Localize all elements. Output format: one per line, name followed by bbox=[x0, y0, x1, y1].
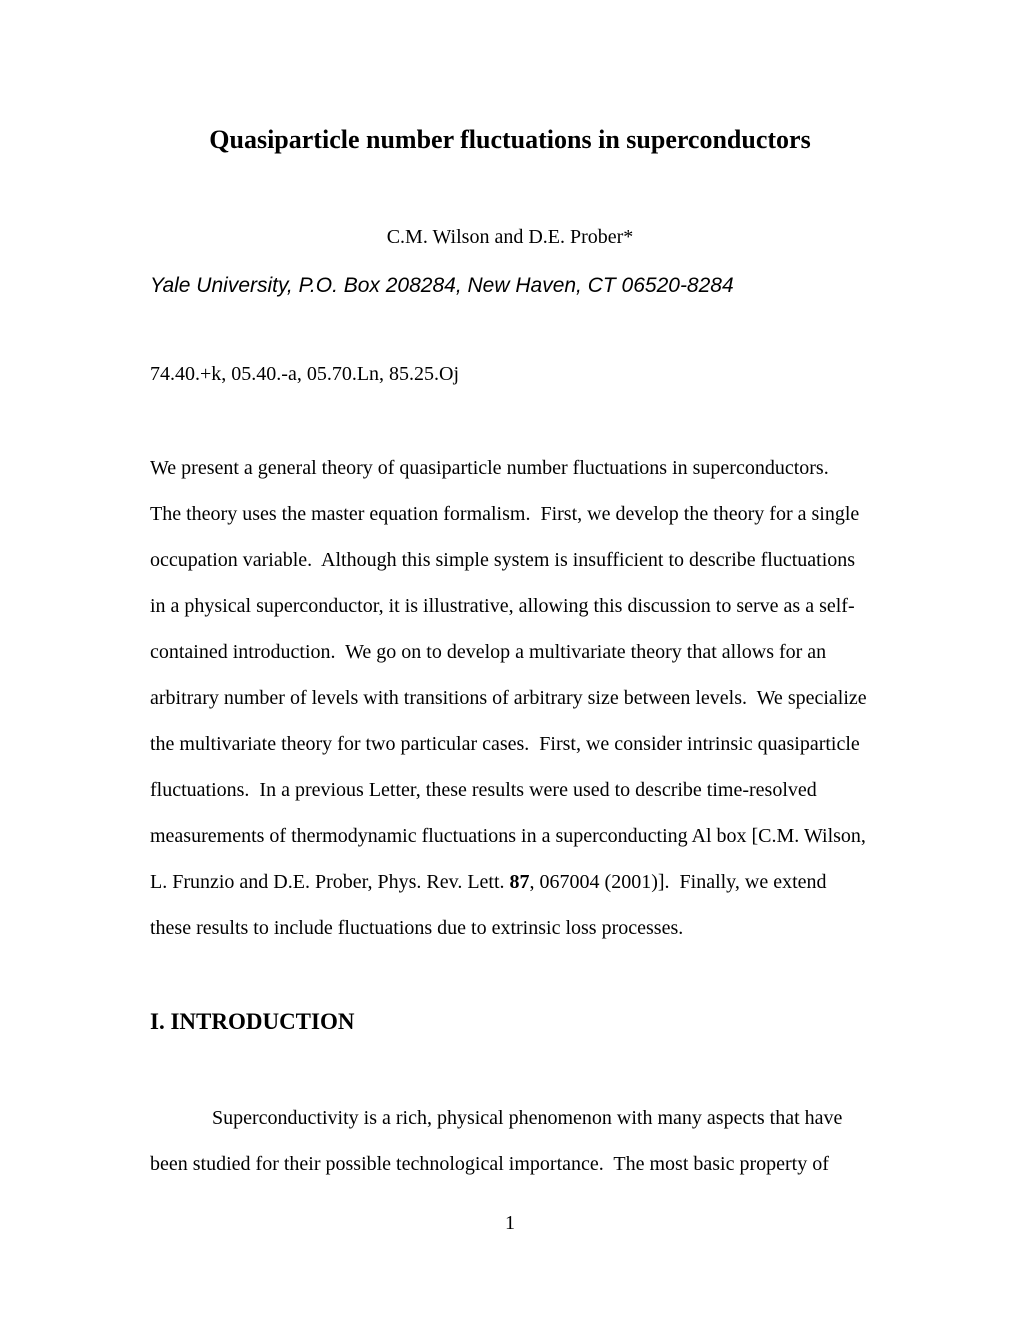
intro-line: Superconductivity is a rich, physical phenomenon with many aspects that have bbox=[212, 1107, 843, 1129]
page-number: 1 bbox=[505, 1212, 515, 1234]
abstract-line: arbitrary number of levels with transitions of arbitrary size between levels. We specialize bbox=[150, 687, 867, 709]
abstract-line: fluctuations. In a previous Letter, these results were used to describe time-resolved bbox=[150, 779, 817, 801]
abstract-line: these results to include fluctuations due to extrinsic loss processes. bbox=[150, 917, 684, 939]
abstract-line-with-citation bbox=[150, 859, 910, 905]
abstract-line: We present a general theory of quasiparticle number fluctuations in superconductors. bbox=[150, 457, 829, 479]
section-heading-introduction: I. INTRODUCTION bbox=[150, 1009, 355, 1034]
intro-line: been studied for their possible technological importance. The most basic property of bbox=[150, 1153, 829, 1175]
citation-text-after: , 067004 (2001)]. Finally, we extend bbox=[529, 871, 827, 893]
abstract-line: occupation variable. Although this simple system is insufficient to describe fluctuations bbox=[150, 549, 856, 571]
authors-line: C.M. Wilson and D.E. Prober* bbox=[386, 226, 634, 248]
citation-volume-number: 87 bbox=[509, 871, 530, 893]
abstract-line: contained introduction. We go on to develop a multivariate theory that allows for an bbox=[150, 641, 827, 663]
affiliation-line: Yale University, P.O. Box 208284, New Haven, CT 06520-8284 bbox=[150, 274, 734, 297]
pacs-codes-line: 74.40.+k, 05.40.-a, 05.70.Ln, 85.25.Oj bbox=[150, 363, 460, 385]
abstract-line: The theory uses the master equation formalism. First, we develop the theory for a single bbox=[150, 503, 860, 525]
citation-text-before: L. Frunzio and D.E. Prober, Phys. Rev. Lett. bbox=[150, 871, 510, 893]
abstract-paragraph bbox=[150, 445, 910, 951]
abstract-line: measurements of thermodynamic fluctuations in a superconducting Al box [C.M. Wilson, bbox=[150, 825, 866, 847]
introduction-paragraph bbox=[150, 1095, 910, 1187]
abstract-line: the multivariate theory for two particular cases. First, we consider intrinsic quasiparticle bbox=[150, 733, 860, 755]
paper-title: Quasiparticle number fluctuations in superconductors bbox=[209, 125, 811, 154]
abstract-line: in a physical superconductor, it is illustrative, allowing this discussion to serve as a self- bbox=[150, 595, 855, 617]
